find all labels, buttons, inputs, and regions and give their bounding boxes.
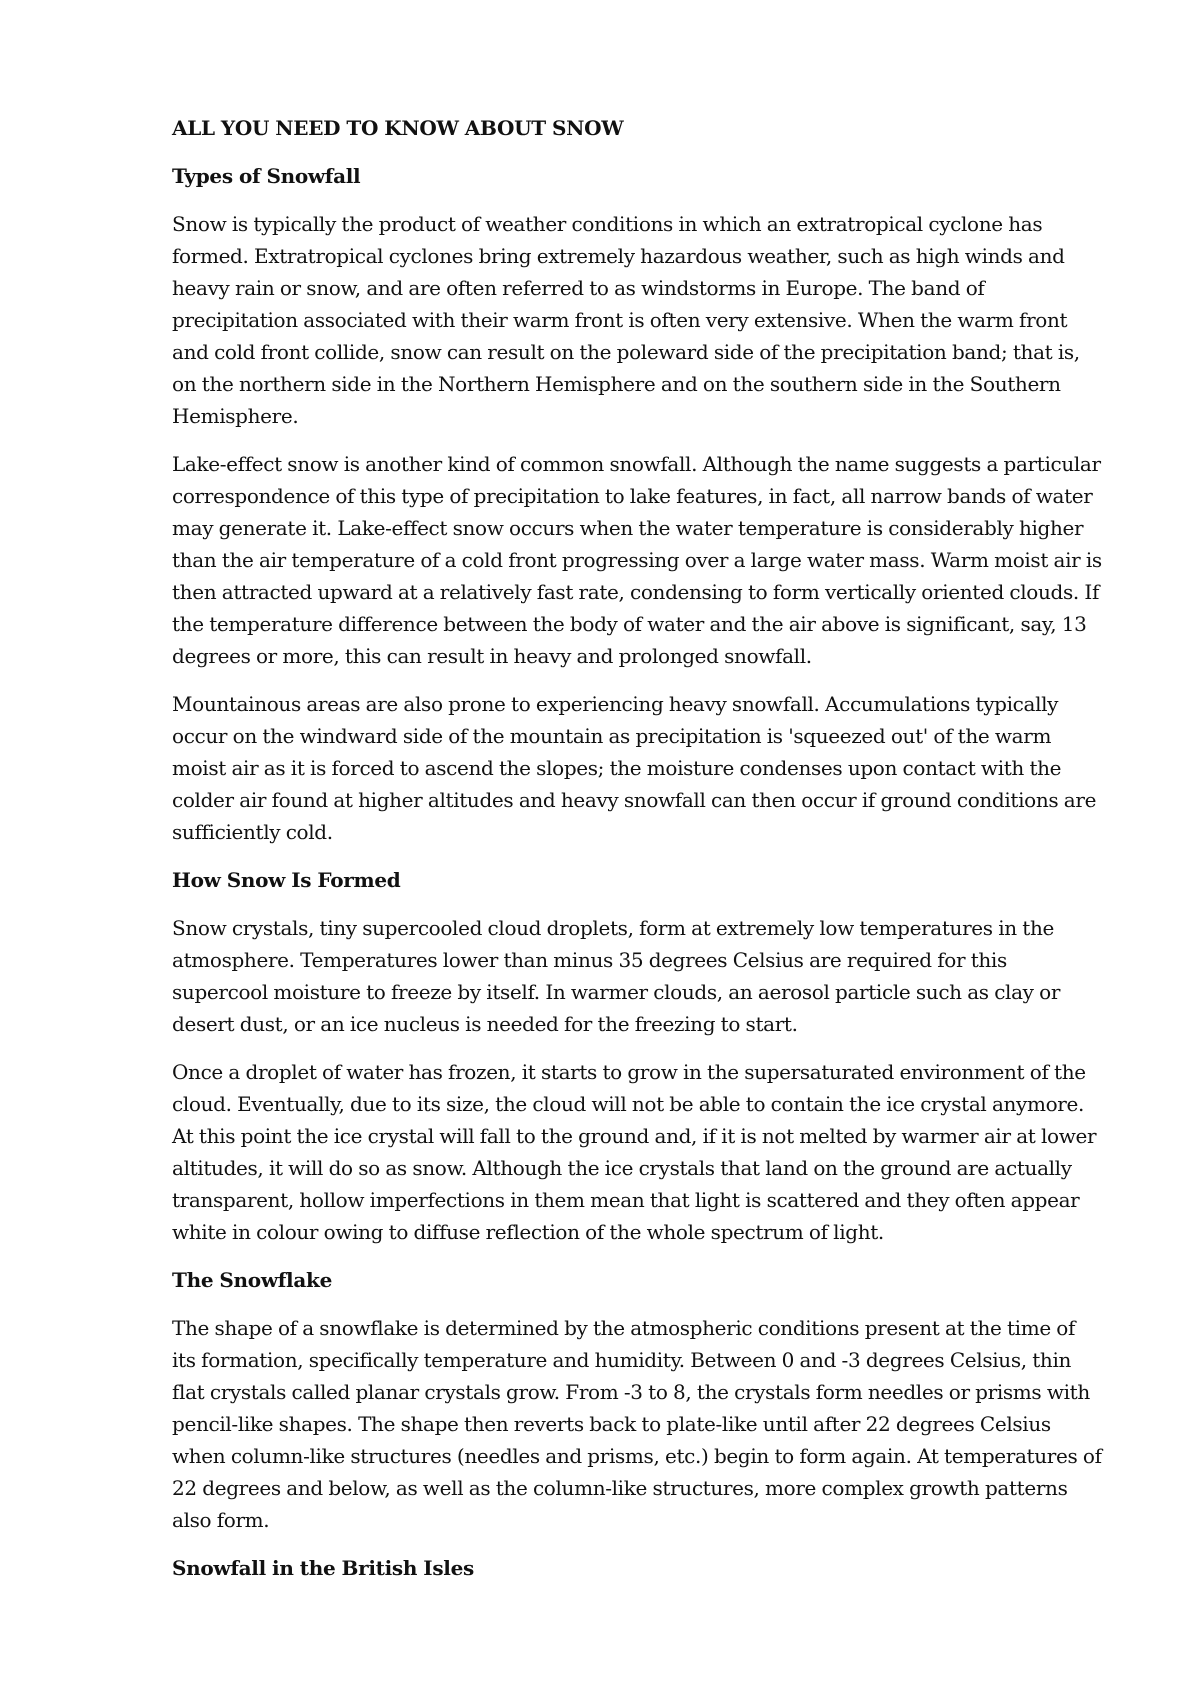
- section-heading: The Snowflake: [172, 1268, 332, 1292]
- section-heading: How Snow Is Formed: [172, 868, 401, 892]
- document-title: ALL YOU NEED TO KNOW ABOUT SNOW: [172, 116, 624, 140]
- paragraph: Snow is typically the product of weather conditions in which an extratropical cyclone has formed. Extratropical cyclones bring extremely hazardous weather, such as high winds and heavy rain or snow, and are often referred to as windstorms in Europe. The band of precipitation associated with their warm front is often very extensive. When the warm front and cold front collide, snow can result on the poleward side of the precipitation band; that is, on the northern side in the Northern Hemisphere and on the southern side in the Southern Hemisphere.: [172, 212, 1080, 428]
- paragraph: Lake-effect snow is another kind of common snowfall. Although the name suggests a particular correspondence of this type of precipitation to lake features, in fact, all narrow bands of water may generate it. Lake-effect snow occurs when the water temperature is considerably higher than the air temperature of a cold front progressing over a large water mass. Warm moist air is then attracted upward at a relatively fast rate, condensing to form vertically oriented clouds. If the temperature difference between the body of water and the air above is significant, say, 13 degrees or more, this can result in heavy and prolonged snowfall.: [172, 452, 1102, 668]
- section-types-of-snowfall: [172, 160, 1102, 848]
- section-snowfall-in-the-british-isles: [172, 1552, 1102, 1584]
- section-how-snow-is-formed: [172, 864, 1102, 1248]
- paragraph: Snow crystals, tiny supercooled cloud droplets, form at extremely low temperatures in the atmosphere. Temperatures lower than minus 35 degrees Celsius are required for this supercool moisture to freeze by itself. In warmer clouds, an aerosol particle such as clay or desert dust, or an ice nucleus is needed for the freezing to start.: [172, 916, 1061, 1036]
- paragraph: The shape of a snowflake is determined by the atmospheric conditions present at the time of its formation, specifically temperature and humidity. Between 0 and -3 degrees Celsius, thin flat crystals called planar crystals grow. From -3 to 8, the crystals form needles or prisms with pencil-like shapes. The shape then reverts back to plate-like until after 22 degrees Celsius when column-like structures (needles and prisms, etc.) begin to form again. At temperatures of 22 degrees and below, as well as the column-like structures, more complex growth patterns also form.: [172, 1316, 1102, 1532]
- paragraph: Once a droplet of water has frozen, it starts to grow in the supersaturated environment of the cloud. Eventually, due to its size, the cloud will not be able to contain the ice crystal anymore. At this point the ice crystal will fall to the ground and, if it is not melted by warmer air at lower altitudes, it will do so as snow. Although the ice crystals that land on the ground are actually transparent, hollow imperfections in them mean that light is scattered and they often appear white in colour owing to diffuse reflection of the whole spectrum of light.: [172, 1060, 1097, 1244]
- section-heading: Snowfall in the British Isles: [172, 1556, 474, 1580]
- section-heading: Types of Snowfall: [172, 164, 361, 188]
- section-the-snowflake: [172, 1264, 1102, 1536]
- document-page: [172, 112, 1102, 1600]
- paragraph: Mountainous areas are also prone to experiencing heavy snowfall. Accumulations typically occur on the windward side of the mountain as precipitation is 'squeezed out' of the warm moist air as it is forced to ascend the slopes; the moisture condenses upon contact with the colder air found at higher altitudes and heavy snowfall can then occur if ground conditions are sufficiently cold.: [172, 692, 1097, 844]
